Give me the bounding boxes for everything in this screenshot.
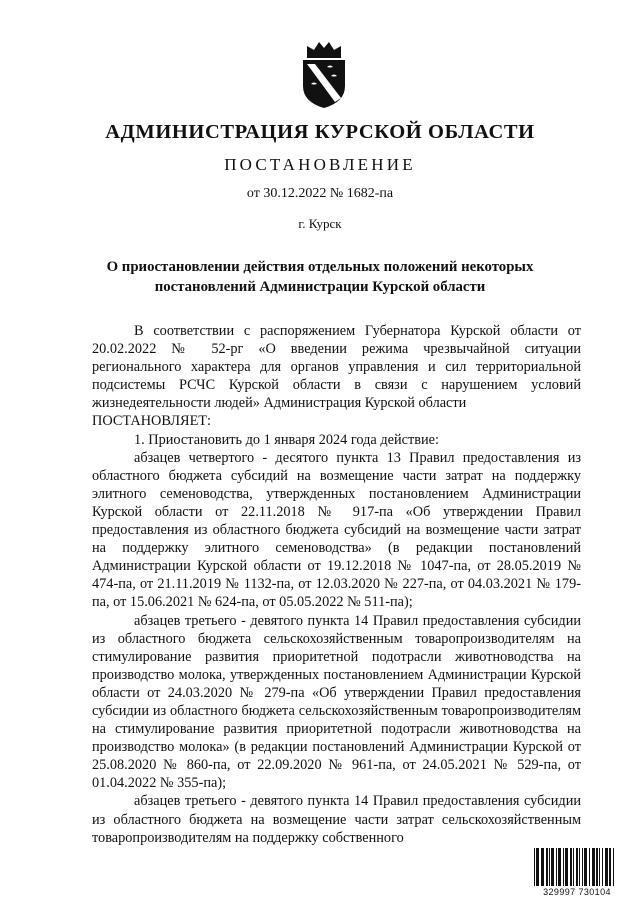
document-date-number: от 30.12.2022 № 1682-па <box>246 186 394 201</box>
body-paragraph: В соответствии с распоряжением Губернатора Курской области от 20.02.2022 № 52-рг «О введении режима чрезвычайной ситуации регионального характера для органов управления и сил территориальной подсистемы РСЧС Курской области в связи с нарушением условий жизнедеятельности людей» Администрация Курской области <box>92 323 581 412</box>
document-title-line: постановлений Администрации Курской области <box>154 279 486 295</box>
document-type: ПОСТАНОВЛЕНИЕ <box>224 155 416 174</box>
kursk-coat-of-arms-icon <box>297 40 351 110</box>
body-paragraph: абзацев четвертого - десятого пункта 13 Правил предоставления из областного бюджета субсидий на возмещение части затрат на поддержку элитного семеноводства, утвержденных постановлением Администрации Курской области от 22.11.2018 № 917-па «Об утверждении Правил предоставления из областного бюджета субсидий на возмещение части затрат на поддержку элитного семеноводства» (в редакции постановлений Администрации Курской области от 19.12.2018 № 1047-па, от 28.05.2019 № 474-па, от 21.11.2019 № 1132-па, от 12.03.2020 № 227-па, от 04.03.2021 № 179-па, от 15.06.2021 № 624-па, от 05.05.2022 № 511-па); <box>92 449 581 611</box>
document-city: г. Курск <box>298 216 342 231</box>
barcode-number: 329997 730104 <box>543 887 611 897</box>
body-paragraph: абзацев третьего - девятого пункта 14 Правил предоставления субсидии из областного бюджета на возмещение части затрат сельскохозяйственным товаропроизводителям на поддержку собственного <box>92 793 581 846</box>
body-paragraph: 1. Приостановить до 1 января 2024 года действие: <box>134 431 439 448</box>
document-barcode <box>533 848 621 900</box>
organization-name: АДМИНИСТРАЦИЯ КУРСКОЙ ОБЛАСТИ <box>105 121 535 143</box>
document-title <box>100 257 540 297</box>
body-paragraph: абзацев третьего - девятого пункта 14 Правил предоставления субсидии из областного бюджета сельскохозяйственным товаропроизводителям на стимулирование развития приоритетной подотрасли животноводства на производство молока, утвержденных постановлением Администрации Курской области от 24.03.2020 № 279-па «Об утверждении Правил предоставления субсидии из областного бюджета сельскохозяйственным товаропроизводителям на стимулирование развития приоритетной подотрасли животноводства на производство молока» (в редакции постановлений Администрации Курской от 25.08.2020 № 860-па, от 22.09.2020 № 961-па, от 24.05.2021 № 529-па, от 01.04.2022 № 355-па); <box>92 612 581 792</box>
barcode-icon <box>533 848 621 886</box>
resolves-heading: ПОСТАНОВЛЯЕТ: <box>92 413 212 430</box>
document-title-line: О приостановлении действия отдельных положений некоторых <box>106 259 534 275</box>
document-body <box>92 322 581 847</box>
